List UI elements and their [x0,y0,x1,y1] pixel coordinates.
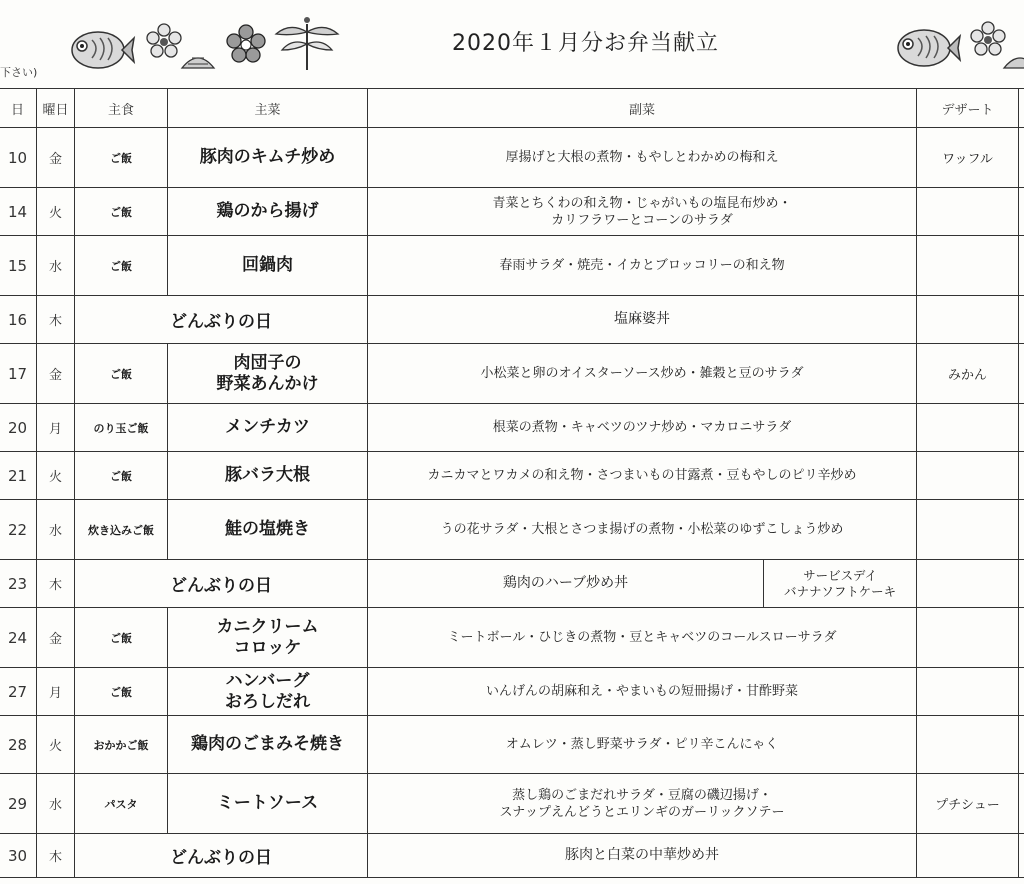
header-staple: 主食 [75,89,168,128]
koinobori-icon [892,18,962,74]
weekday-cell: 木 [37,834,75,878]
side-dish-line: カリフラワーとコーンのサラダ [551,212,733,228]
plum-flower-icon [224,22,268,66]
day-cell: 16 [0,296,37,344]
side-dish-line: カニカマとワカメの和え物・さつまいもの甘露煮・豆もやしのピリ辛炒め [427,468,857,483]
page-header [0,0,1024,88]
header-main: 主菜 [168,89,368,128]
weekday-cell: 水 [37,236,75,296]
main-dish-line: 鶏のから揚げ [216,201,319,221]
main-dish-cell [168,608,368,668]
day-cell: 21 [0,452,37,500]
main-dish-line: 鶏肉のごまみそ焼き [191,734,344,754]
extra-cell [1019,296,1024,344]
side-dish-cell [368,128,917,188]
dessert-cell [917,716,1019,774]
extra-cell [1019,716,1024,774]
staple-cell: ご飯 [75,128,168,188]
dessert-cell: プチシュー [917,774,1019,834]
day-cell: 15 [0,236,37,296]
day-cell: 28 [0,716,37,774]
extra-cell [1019,560,1024,608]
dessert-cell [917,452,1019,500]
side-dish-cell: 鶏肉のハーブ炒め丼 [368,560,764,608]
main-dish-line: おろしだれ [225,691,310,712]
main-dish-cell [168,188,368,236]
dessert-cell [917,668,1019,716]
main-dish-line: 豚バラ大根 [225,465,310,485]
dessert-cell [917,296,1019,344]
weekday-cell: 水 [37,774,75,834]
weekday-cell: 火 [37,716,75,774]
main-dish-line: メンチカツ [225,417,310,437]
main-dish-line: 野菜あんかけ [216,373,319,394]
donburi-day-cell: どんぶりの日 [75,296,368,344]
table-row [0,128,1024,188]
extra-cell [1019,774,1024,834]
side-dish-line: 蒸し鶏のごまだれサラダ・豆腐の磯辺揚げ・ [512,787,772,803]
main-dish-line: 豚肉のキムチ炒め [199,147,336,167]
main-dish-cell [168,500,368,560]
staple-cell: のり玉ご飯 [75,404,168,452]
weekday-cell: 水 [37,500,75,560]
extra-cell [1019,834,1024,878]
side-dish-line: 厚揚げと大根の煮物・もやしとわかめの梅和え [505,150,779,165]
weekday-cell: 木 [37,560,75,608]
side-dish-line: うの花サラダ・大根とさつま揚げの煮物・小松菜のゆずこしょう炒め [440,522,844,537]
side-dish-cell [368,296,917,344]
table-row [0,296,1024,344]
dessert-cell [917,834,1019,878]
main-dish-cell [168,404,368,452]
side-dish-cell [368,668,917,716]
staple-cell: ご飯 [75,668,168,716]
weekday-cell: 金 [37,344,75,404]
extra-cell [1019,128,1024,188]
side-dish-line: 塩麻婆丼 [614,311,670,327]
koinobori-icon [66,20,136,76]
day-cell: 30 [0,834,37,878]
side-dish-cell [368,774,917,834]
dessert-cell: みかん [917,344,1019,404]
day-cell: 17 [0,344,37,404]
table-row [0,774,1024,834]
side-dish-cell [368,716,917,774]
staple-cell: ご飯 [75,236,168,296]
table-row [0,608,1024,668]
extra-cell [1019,188,1024,236]
main-dish-line: 肉団子の [233,352,302,373]
donburi-day-cell: どんぶりの日 [75,834,368,878]
dessert-cell [917,404,1019,452]
dessert-cell [917,500,1019,560]
day-cell: 22 [0,500,37,560]
side-dish-line: オムレツ・蒸し野菜サラダ・ピリ辛こんにゃく [505,737,779,752]
note-text: 下さい) [0,66,38,79]
table-row [0,452,1024,500]
header-dessert: デザート [917,89,1019,128]
main-dish-cell [168,668,368,716]
weekday-cell: 火 [37,452,75,500]
header-side: 副菜 [368,89,917,128]
side-dish-cell [368,500,917,560]
extra-cell [1019,236,1024,296]
donburi-day-cell: どんぶりの日 [75,560,368,608]
weekday-cell: 月 [37,668,75,716]
side-dish-cell [368,188,917,236]
side-dish-cell [368,344,917,404]
main-dish-cell [168,128,368,188]
staple-cell: パスタ [75,774,168,834]
main-dish-cell [168,774,368,834]
main-dish-cell [168,344,368,404]
staple-cell: 炊き込みご飯 [75,500,168,560]
table-row [0,834,1024,878]
side-dish-line: スナップえんどうとエリンギのガーリックソテー [499,804,785,820]
side-dish-line: 小松菜と卵のオイスターソース炒め・雑穀と豆のサラダ [480,366,804,381]
header-day: 日 [0,89,37,128]
table-row [0,716,1024,774]
side-dish-line: いんげんの胡麻和え・やまいもの短冊揚げ・甘酢野菜 [486,684,799,699]
main-dish-cell [168,716,368,774]
dessert-cell [917,608,1019,668]
extra-cell [1019,452,1024,500]
weekday-cell: 金 [37,608,75,668]
table-row [0,560,1024,608]
service-day-line: バナナソフトケーキ [783,583,897,599]
service-day-line: サービスデイ [803,567,877,583]
main-dish-line: コロッケ [233,637,302,658]
extra-cell [1019,500,1024,560]
pine-icon [1000,46,1024,74]
pine-icon [178,46,218,74]
weekday-cell: 月 [37,404,75,452]
side-dish-line: 春雨サラダ・焼売・イカとブロッコリーの和え物 [499,258,785,273]
day-cell: 10 [0,128,37,188]
side-dish-cell [368,452,917,500]
staple-cell: ご飯 [75,608,168,668]
weekday-cell: 木 [37,296,75,344]
side-dish-line: ミートボール・ひじきの煮物・豆とキャベツのコールスローサラダ [447,630,837,645]
main-dish-line: ハンバーグ [225,670,310,691]
weekday-cell: 金 [37,128,75,188]
side-dish-cell [368,236,917,296]
dessert-cell [917,236,1019,296]
staple-cell: ご飯 [75,188,168,236]
header-weekday: 曜日 [37,89,75,128]
bamboo-icon [272,14,342,72]
main-dish-cell [168,452,368,500]
table-row [0,404,1024,452]
day-cell: 23 [0,560,37,608]
extra-cell [1019,404,1024,452]
main-dish-line: 鮭の塩焼き [225,519,310,539]
table-row [0,668,1024,716]
side-dish-cell [368,834,917,878]
dessert-cell [917,188,1019,236]
dessert-cell [917,560,1019,608]
dessert-cell: ワッフル [917,128,1019,188]
weekday-cell: 火 [37,188,75,236]
main-dish-line: ミートソース [216,793,319,813]
day-cell: 20 [0,404,37,452]
day-cell: 24 [0,608,37,668]
extra-cell [1019,344,1024,404]
day-cell: 14 [0,188,37,236]
table-header-row [0,89,1024,128]
side-dish-line: 根菜の煮物・キャベツのツナ炒め・マカロニサラダ [492,420,792,435]
page-title: 2020年１月分お弁当献立 [452,31,719,56]
side-dish-line: 青菜とちくわの和え物・じゃがいもの塩昆布炒め・ [492,195,792,211]
table-row [0,188,1024,236]
side-dish-cell [368,608,917,668]
main-dish-line: カニクリーム [216,616,319,637]
lunch-menu-table [0,88,1024,878]
day-cell: 27 [0,668,37,716]
extra-cell [1019,668,1024,716]
extra-cell [1019,608,1024,668]
table-row [0,236,1024,296]
day-cell: 29 [0,774,37,834]
header-extra [1019,89,1024,128]
table-row [0,500,1024,560]
main-dish-cell [168,236,368,296]
staple-cell: おかかご飯 [75,716,168,774]
side-dish-cell [368,404,917,452]
table-row [0,344,1024,404]
service-day-cell [764,560,917,608]
staple-cell: ご飯 [75,452,168,500]
side-dish-line: 豚肉と白菜の中華炒め丼 [565,847,719,863]
staple-cell: ご飯 [75,344,168,404]
main-dish-line: 回鍋肉 [242,255,293,275]
